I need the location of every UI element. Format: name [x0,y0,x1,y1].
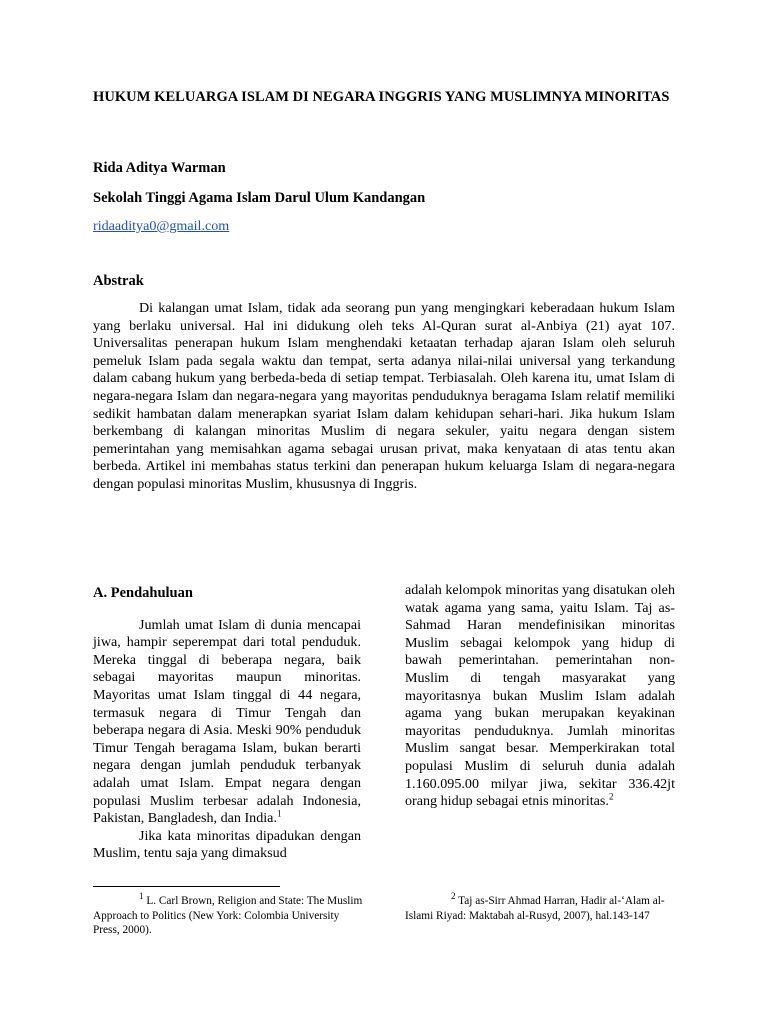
intro-paragraph-continued [405,582,675,811]
footnote-2 [405,891,677,923]
author-email-link[interactable]: ridaaditya0@gmail.com [93,218,230,234]
author-affiliation: Sekolah Tinggi Agama Islam Darul Ulum Kandangan [93,190,426,206]
section-heading-pendahuluan: A. Pendahuluan [93,585,193,601]
intro-paragraph-continued-text: adalah kelompok minoritas yang disatukan oleh watak agama yang sama, yaitu Islam. Taj as-Sahmad Haran mendefinisikan minoritas Muslim sebagai kelompok yang hidup di bawah pemerintahan. pemerintahan non-Muslim di tengah masyarakat yang mayoritasnya bukan Muslim Islam adalah agama yang bukan merupakan keyakinan mayoritas penduduknya. Jumlah minoritas Muslim sangat besar. Memperkirakan total populasi Muslim di seluruh dunia adalah 1.160.095.00 milyar jiwa, sekitar 336.42jt orang hidup sebagai etnis minoritas. [405,582,675,810]
author-name: Rida Aditya Warman [93,160,226,176]
footnote-ref-1: 1 [276,808,282,819]
intro-paragraph-1-text: Jumlah umat Islam di dunia mencapai jiwa, hampir seperempat dari total penduduk. Mereka tinggal di beberapa negara, baik sebagai mayoritas maupun minoritas. Mayoritas umat Islam tinggal di 44 negara, termasuk negara di Timur Tengah dan beberapa negara di Asia. Meski 90% penduduk Timur Tengah beragama Islam, bukan berarti negara dengan jumlah penduduk terbanyak adalah umat Islam. Empat negara dengan populasi Muslim terbesar adalah Indonesia, Pakistan, Bangladesh, dan India. [93,616,361,827]
footnote-1-number: 1 [139,891,144,902]
abstract-heading: Abstrak [93,273,144,289]
intro-paragraph-2: Jika kata minoritas dipadukan dengan Muslim, tentu saja yang dimaksud [93,827,361,862]
right-column [405,582,675,811]
footnote-ref-2: 2 [608,791,614,802]
footnote-2-number: 2 [451,891,456,902]
footnote-1-text: L. Carl Brown, Religion and State: The Muslim Approach to Politics (New York: Colombia University Press, 2000). [93,895,363,937]
abstract-body: Di kalangan umat Islam, tidak ada seorang pun yang mengingkari keberadaan hukum Islam yang berlaku universal. Hal ini didukung oleh teks Al-Quran surat al-Anbiya (21) ayat 107. Universalitas penerapan hukum Islam menghendaki ketaatan terhadap ajaran Islam oleh seluruh pemeluk Islam pada segala waktu dan tempat, serta adanya nilai-nilai universal yang terkandung dalam cabang hukum yang berbeda-beda di setiap tempat. Terbiasalah. Oleh karena itu, umat Islam di negara-negara Islam dan negara-negara yang mayoritas penduduknya beragama Islam relatif memiliki sedikit hambatan dalam menerapkan syariat Islam dalam kehidupan sehari-hari. Jika hukum Islam berkembang di kalangan minoritas Muslim di negara sekuler, yaitu negara dengan sistem pemerintahan yang memisahkan agama sebagai urusan privat, maka kenyataan di atas tentu akan berbeda. Artikel ini membahas status terkini dan penerapan hukum keluarga Islam di negara-negara dengan populasi minoritas Muslim, khususnya di Inggris. [93,300,675,492]
footnote-1 [93,891,363,938]
footnote-2-text: Taj as-Sirr Ahmad Harran, Hadir al-‘Alam al-Islami Riyad: Maktabah al-Rusyd, 2007), hal.143-147 [405,895,665,922]
left-column [93,585,361,863]
footnote-separator [93,886,280,887]
paper-title: HUKUM KELUARGA ISLAM DI NEGARA INGGRIS YANG MUSLIMNYA MINORITAS [93,89,670,105]
intro-paragraph-1 [93,617,361,828]
